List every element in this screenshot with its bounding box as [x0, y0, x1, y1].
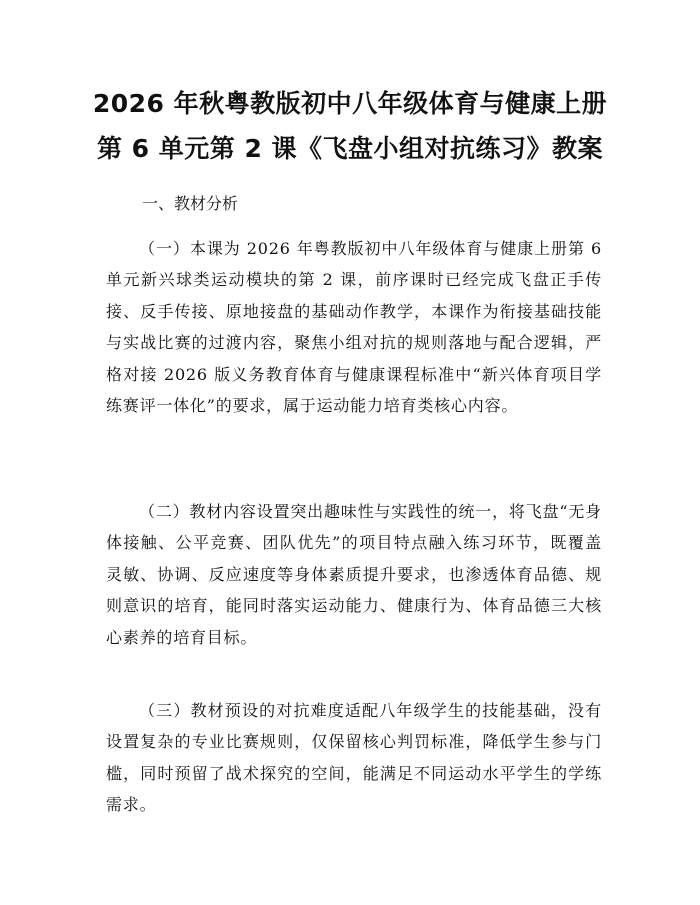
document-title-line-2: 第 6 单元第 2 课《飞盘小组对抗练习》教案 [96, 134, 604, 163]
paragraph-3: （三）教材预设的对抗难度适配八年级学生的技能基础，没有设置复杂的专业比赛规则，仅保留核心判罚标准，降低学生参与门槛，同时预留了战术探究的空间，能满足不同运动水平学生的学练需求。 [106, 701, 602, 815]
paragraph-2: （二）教材内容设置突出趣味性与实践性的统一，将飞盘“无身体接触、公平竞赛、团队优先”的项目特点融入练习环节，既覆盖灵敏、协调、反应速度等身体素质提升要求，也渗透体育品德、规则意识的培育，能同时落实运动能力、健康行为、体育品德三大核心素养的培育目标。 [106, 502, 602, 647]
document-title-line-1: 2026 年秋粤教版初中八年级体育与健康上册 [92, 89, 608, 118]
section-heading: 一、教材分析 [142, 194, 239, 213]
paragraph-1: （一）本课为 2026 年粤教版初中八年级体育与健康上册第 6 单元新兴球类运动模块的第 2 课，前序课时已经完成飞盘正手传接、反手传接、原地接盘的基础动作教学，本课作为衔接基础技能与实战比赛的过渡内容，聚焦小组对抗的规则落地与配合逻辑，严格对接 2026 版义务教育体育与健康课程标准中“新兴体育项目学练赛评一体化”的要求，属于运动能力培育类核心内容。 [106, 239, 602, 416]
